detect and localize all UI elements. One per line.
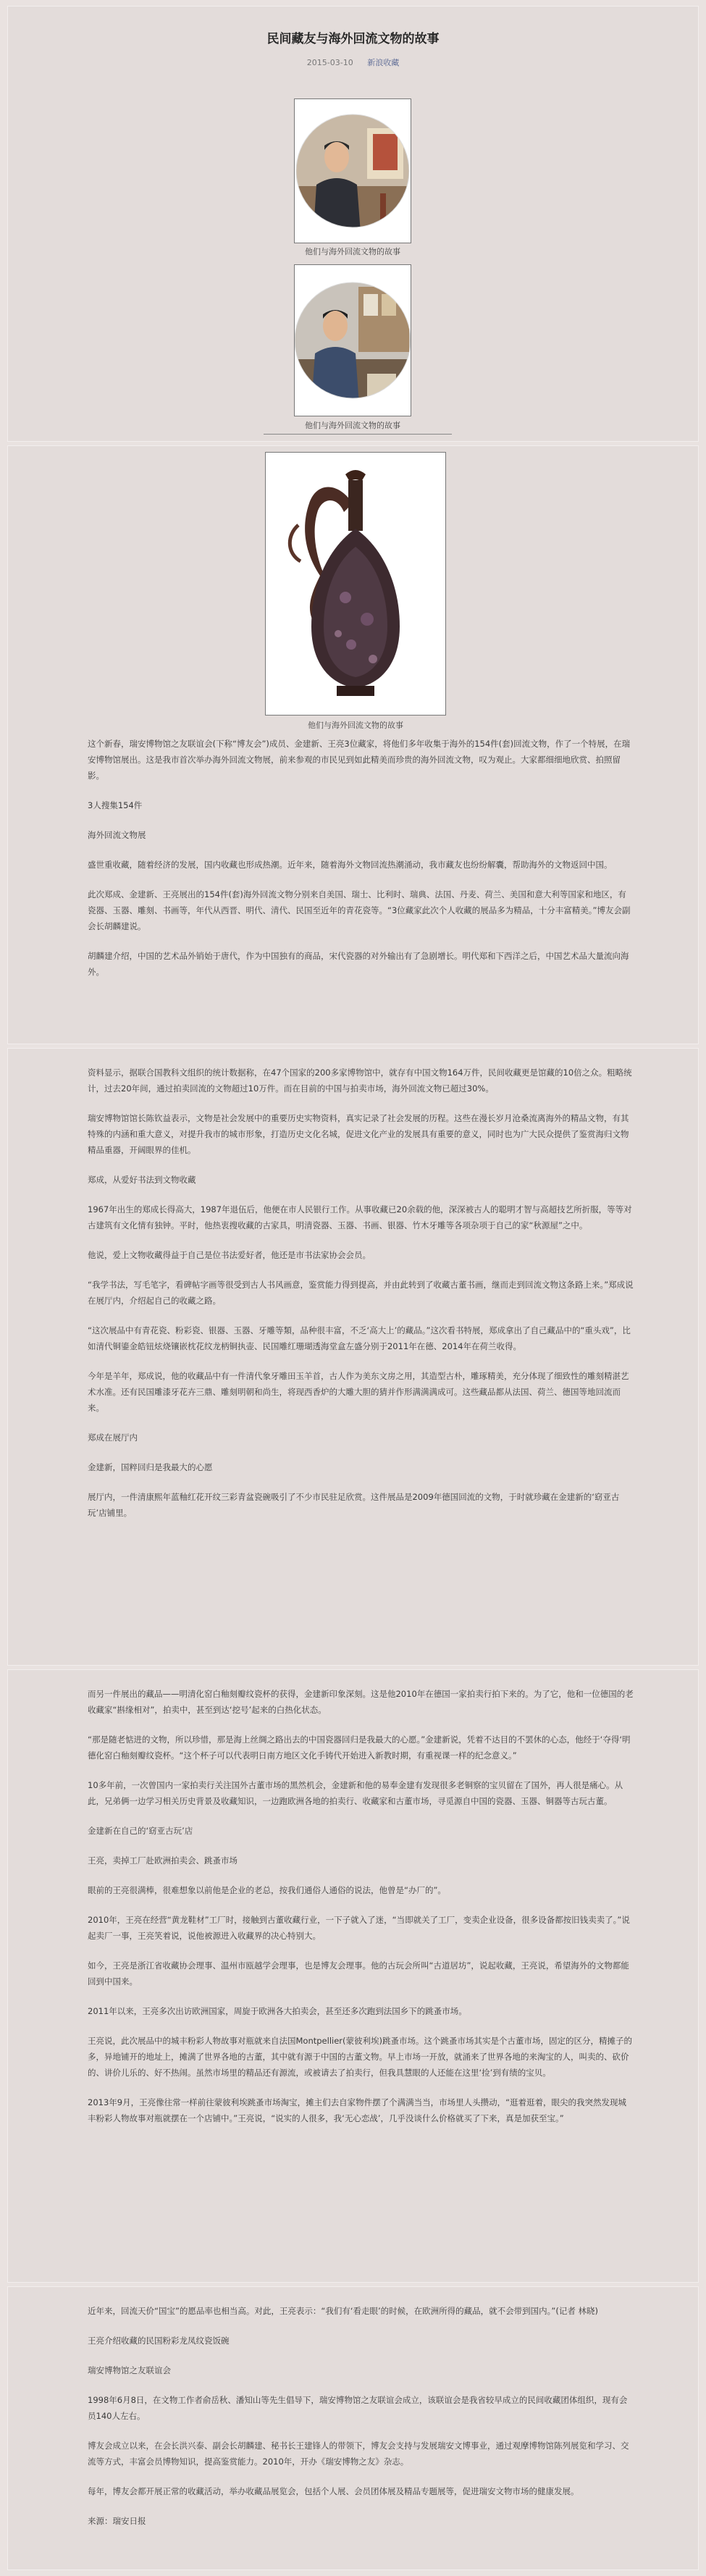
club-text: [88, 2303, 634, 2539]
subheading: 瑞安博物馆之友联谊会: [88, 2365, 171, 2375]
paragraph: 胡麟建介绍，中国的艺术品外销始于唐代，作为中国独有的商品，宋代瓷器的对外输出有了急剧增长。明代郑和下西洋之后，中国艺术品大量流向海外。: [88, 951, 629, 977]
paragraph: 瑞安博物馆馆长陈钦益表示，文物是社会发展中的重要历史实物资料，真实记录了社会发展的历程。这些在漫长岁月沧桑流离海外的精品文物，有其特殊的内涵和重大意义，对提升我市的城市形象，打造历史文化名城，促进文化产业的发展具有重要的意义，同时也为广大民众提供了鉴赏海归文物精品重器，开阔眼界的佳机。: [88, 1113, 629, 1155]
paragraph: 王亮说，此次展品中的城丰粉彩人物故事对瓶就来自法国Montpellier(蒙彼利埃)跳蚤市场。这个跳蚤市场其实是个古董市场，固定的区分，精摊子的多，异地铺开的地址上，摊满了世界各地的古董，其中就有源于中国的古董文物。早上市场一开放，就涌来了世界各地的来淘宝的人，叫卖的、砍价的、讲价儿乐的、好不热闹。虽然市场里的精品还有源流，或被请去了拍卖行，但我具慧眼的人还能在这里‘捡’到有绩的宝贝。: [88, 2036, 632, 2078]
paragraph: 展厅内，一件清康熙年蓝釉红花开纹三彩青盆瓷碗吸引了不少市民驻足欣赏。这件展品是2009年德国回流的文物，于时就珍藏在金建新的‘窈亚古玩’店铺里。: [88, 1492, 620, 1518]
vase-photo: [265, 452, 446, 716]
portrait-image: [295, 99, 411, 243]
paragraph: 博友会成立以来，在会长洪兴泰、副会长胡麟建、秘书长王建锋人的带领下，博友会支持与发展瑞安文博事业，通过观摩博物馆陈列展览和学习、交流等方式，丰富会员博物知识，提高鉴赏能力。2010年，开办《瑞安博物之友》杂志。: [88, 2441, 629, 2467]
intro-text: [88, 736, 634, 994]
image-caption-1: 他们与海外回流文物的故事: [305, 247, 400, 256]
paragraph: 盛世重收藏，随着经济的发展，国内收藏也形成热潮。近年来，随着海外文物回流热潮涌动，我市藏友也纷纷解囊，帮助海外的文物返回中国。: [88, 860, 613, 870]
paragraph: 如今，王亮是浙江省收藏协会理事、温州市瓯越学会理事，也是博友会理事。他的古玩会所叫“古道居坊”，说起收藏，王亮说，希望海外的文物都能回到中国来。: [88, 1960, 629, 1986]
paragraph: 2010年，王亮在经营“黄龙鞋材”工厂时，接触到古董收藏行业，一下子就入了迷，“当即就关了工厂，变卖企业设备，很多设备都按旧钱卖卖了。”说起卖厂一事，王亮笑着说，说他被源进入收藏界的决心特别大。: [88, 1915, 630, 1941]
portrait-image-2: [295, 265, 411, 416]
paragraph: 1998年6月8日，在文物工作者俞岳秋、潘知山等先生倡导下，瑞安博物馆之友联谊会成立，该联谊会是我省较早成立的民间收藏团体组织，现有会员140人左右。: [88, 2395, 628, 2421]
paragraph: 2011年以来，王亮多次出访欧洲国家，周旋于欧洲各大拍卖会，甚至还多次跑到法国乡下的跳蚤市场。: [88, 2006, 467, 2016]
paragraph: 而另一件展出的藏品——明清化窑白釉刻瓣纹瓷杯的获得，金建新印象深刻。这是他2010年在德国一家拍卖行拍下来的。为了它，他和一位德国的老收藏家“斟缘相对”，拍卖中，甚至到达‘挖号’起来的白热化状态。: [88, 1689, 634, 1715]
paragraph: 资料显示，据联合国教科文组织的统计数据称，在47个国家的200多家博物馆中，就存有中国文物164万件，民间收藏更是馆藏的10倍之众。粗略统计，过去20年间，通过拍卖回流的文物超过10万件。而在目前的中国与拍卖市场，海外回流文物已超过30%。: [88, 1067, 632, 1094]
image-caption-2: 他们与海外回流文物的故事: [305, 421, 400, 430]
paragraph: 他说，爱上文物收藏得益于自己是位书法爱好者，他还是市书法家协会会员。: [88, 1250, 371, 1260]
article-date: 2015-03-10: [306, 58, 353, 67]
section-zheng-panel: [7, 1048, 699, 1666]
paragraph: “那是随老惦进的文物，所以珍惜，那是海上丝绸之路出去的中国瓷器回归是我最大的心愿。”金建新说，凭着不达目的不罢休的心态，他经于‘夺得‘明德化窑白釉刻瓣纹瓷杯。“这个杯子可以代表明日南方地区文化手铸代开始进入新教时期，有重视课一样的纪念意义。”: [88, 1734, 631, 1761]
paragraph: 2013年9月，王亮像往常一样前往蒙彼利埃跳蚤市场淘宝，摊主们去自家物件摆了个满满当当，市场里人头攒动，“逛着逛着，眼尖的我突然发现城丰粉彩人物故事对瓶就摆在一个店铺中。”王亮说，“说实的人很多，我‘无心恋战’，几乎没谈什么价格就买了下来，真是加获至宝。”: [88, 2097, 627, 2123]
article-meta: [8, 56, 698, 68]
paragraph: 此次郑成、金建新、王亮展出的154件(套)海外回流文物分别来自美国、瑞士、比利时、瑞典、法国、丹麦、荷兰、美国和意大利等国家和地区，有瓷器、玉器、雕刻、书画等，年代从西晋、明代、清代、民国至近年的青花瓷等。“3位藏家此次个人收藏的展品多为精品，十分丰富精美。”博友会副会长胡麟建说。: [88, 889, 631, 931]
vase-image: [266, 453, 445, 715]
wang-text: [88, 1686, 634, 2140]
section-club-panel: [7, 2286, 699, 2570]
subheading: 金建新，国粹回归是我最大的心愿: [88, 1462, 213, 1472]
subheading: 郑成，从爱好书法到文物收藏: [88, 1175, 196, 1185]
subheading: 王亮介绍收藏的民国粉彩龙凤纹瓷饭碗: [88, 2336, 230, 2346]
image-caption-3: 他们与海外回流文物的故事: [308, 721, 403, 730]
portrait-photo-jin: [294, 264, 411, 416]
article-author-link[interactable]: 新浪收藏: [367, 58, 400, 67]
section-wang-panel: [7, 1669, 699, 2283]
header-panel: [7, 6, 699, 442]
paragraph: “我学书法，写毛笔字，看碑帖字画等很受到古人书风画意，鉴赏能力得到提高，并由此转到了收藏古董书画，继而走到回流文物这条路上来。”郑成说在展厅内，介绍起自己的收藏之路。: [88, 1280, 634, 1306]
source-line: 来源：瑞安日报: [88, 2516, 146, 2526]
subheading: 3人搜集154件: [88, 800, 143, 810]
subheading: 郑成在展厅内: [88, 1432, 138, 1443]
paragraph: “这次展品中有青花瓷、粉彩瓷、银器、玉器、牙雕等類，品种很丰富，不乏‘高大上’的藏品。”这次看书特展，郑成拿出了自己藏品中的“重头戏”，比如清代铜鎏金皓钮炫烧镶嵌枕花纹龙柄铜执壶、民国雕红珊瑚透海堂盒左盛分别于2011年在德、2014年在荷兰收得。: [88, 1325, 631, 1351]
paragraph: 近年来，回流天价“国宝”的愿品率也相当高。对此，王亮表示：“我们有‘看走眼’的时候，在欧洲所得的藏品，就不会带到国内。”(记者 林晓): [88, 2306, 599, 2316]
zheng-text: [88, 1065, 634, 1535]
paragraph: 10多年前，一次曾国内一家拍卖行关注国外古董市场的黑然机会，金建新和他的易奉金建有发现很多老铜察的宝贝留在了国外，再人很是痛心。从此，兄弟俩一边学习相关历史背景及收藏知识，一边跑欧洲各地的拍卖行、收藏家和古董市场，寻觅源自中国的瓷器、玉器、铜器等古玩古董。: [88, 1780, 623, 1806]
paragraph: 眼前的王亮很满棒，很难想象以前他是企业的老总，按我们通俗人通俗的说法，他曾是“办厂的”。: [88, 1885, 446, 1895]
subheading: 海外回流文物展: [88, 830, 146, 840]
article-title: 民间藏友与海外回流文物的故事: [266, 32, 440, 46]
paragraph: 今年是羊年，郑成说，他的收藏品中有一件清代象牙雕田玉羊首，古人作为美东文房之用，其造型古朴，雕琢精美，充分体现了细致性的雕刻精湛艺术水准。还有民国雕漆牙花卉三鼎、雕刻明朝和尚生，将现西香炉的大雕大胆的猜并作形满满满成可。这些藏品都从法国、荷兰、德国等地回流而来。: [88, 1371, 629, 1413]
paragraph: 每年，博友会都开展正常的收藏活动，举办收藏品展览会，包括个人展、会员团体展及精品专题展等，促进瑞安文物市场的健康发展。: [88, 2486, 579, 2496]
subheading: 王亮，卖掉工厂赴欧洲拍卖会、跳蚤市场: [88, 1855, 238, 1866]
portrait-photo-zheng: [294, 98, 411, 243]
paragraph: 这个新春，瑞安博物馆之友联谊会(下称“博友会”)成员、金建新、王亮3位藏家，将他们多年收集于海外的154件(套)回流文物，作了一个特展，在瑞安博物馆展出。这是我市首次举办海外回流文物展，前来参观的市民见到如此精美而珍贵的海外回流文物，叹为观止。大家都细细地欣赏、拍照留影。: [88, 739, 631, 781]
paragraph: 1967年出生的郑成长得高大，1987年退伍后，他便在市人民银行工作。从事收藏已20余载的他，深深被古人的聪明才智与高超技艺所折服，等等对古建筑有文化情有独钟。平时，他热衷搜收藏的古家具，明清瓷器、玉器、书画、银器、竹木牙雕等各项杂项于自己的家“秋源屋”之中。: [88, 1204, 632, 1230]
intro-panel: [7, 445, 699, 1044]
divider: [264, 434, 452, 435]
subheading: 金建新在自己的‘窈亚古玩’店: [88, 1826, 193, 1836]
